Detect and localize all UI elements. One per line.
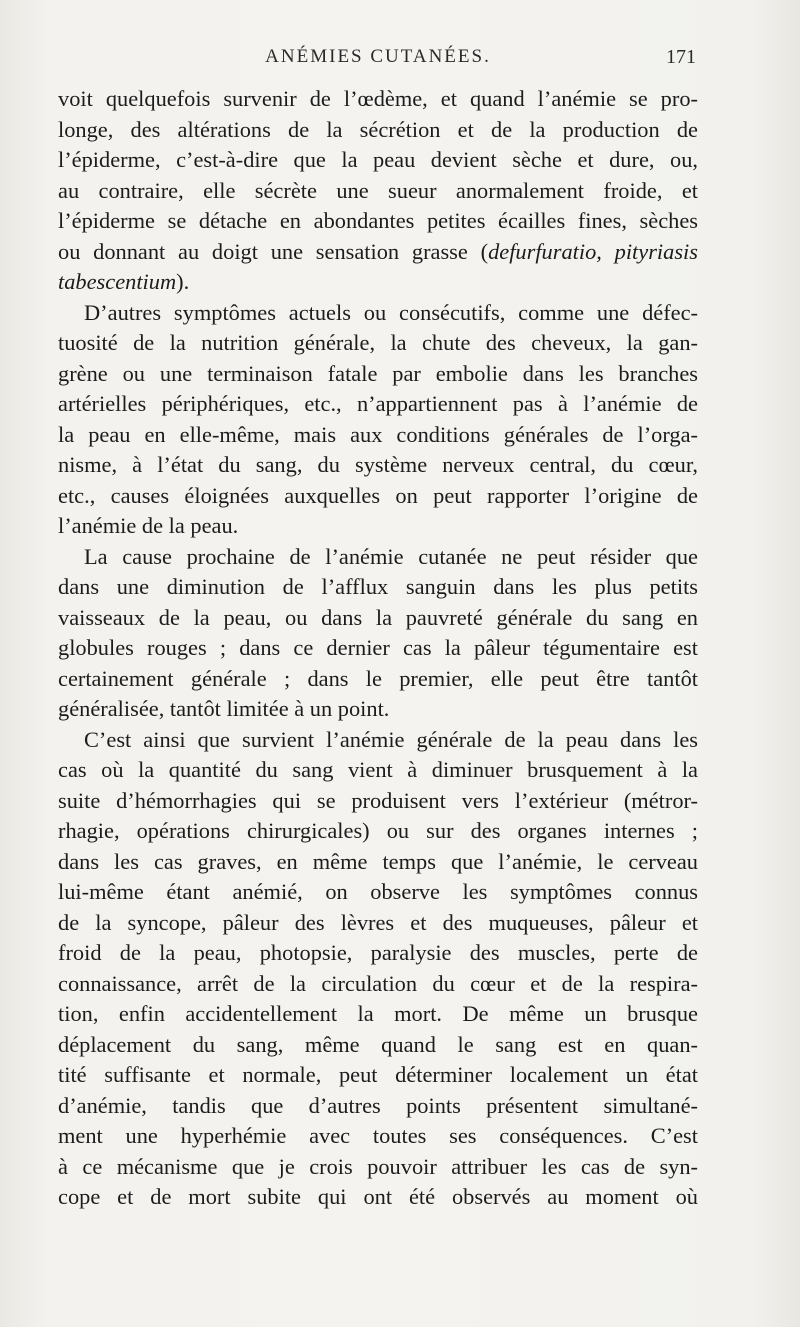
text-line: d’anémie, tandis que d’autres points présentent simultané- [58,1092,698,1118]
text-line: La cause prochaine de l’anémie cutanée ne peut résider que [84,543,698,569]
body-text [58,84,698,1213]
text-line: voit quelquefois survenir de l’œdème, et quand l’anémie se pro- [58,86,698,111]
text-line: à ce mécanisme que je crois pouvoir attribuer les cas de syn- [58,1153,698,1179]
text-line: tité suffisante et normale, peut déterminer localement un état [58,1062,698,1087]
text-line: l’anémie de la peau. [58,513,239,538]
text-line: dans une diminution de l’afflux sanguin dans les plus petits [58,574,698,599]
text-line: C’est ainsi que survient l’anémie générale de la peau dans les [84,726,698,752]
text-line: ment une hyperhémie avec toutes ses conséquences. C’est [58,1123,698,1148]
text-line: tuosité de la nutrition générale, la chute des cheveux, la gan- [58,330,698,355]
text-line: l’épiderme se détache en abondantes petites écailles fines, sèches [58,208,698,233]
text-line: dans les cas graves, en même temps que l’anémie, le cerveau [58,848,698,874]
text-line: connaissance, arrêt de la circulation du cœur et de la respira- [58,970,698,996]
text-line: déplacement du sang, même quand le sang est en quan- [58,1031,698,1057]
text-line: etc., causes éloignées auxquelles on peut rapporter l’origine de [58,482,698,508]
text-line: l’épiderme, c’est-à-dire que la peau devient sèche et dure, ou, [58,147,698,172]
text-span: ). [176,269,190,294]
page-number: 171 [666,46,696,68]
text-line: longe, des altérations de la sécrétion et de la production de [58,116,698,142]
text-span: ou donnant au doigt une sensation grasse ( [58,238,489,264]
text-line: vaisseaux de la peau, ou dans la pauvreté générale du sang en [58,604,698,630]
text-line [58,267,698,298]
text-line: grène ou une terminaison fatale par embolie dans les branches [58,360,698,386]
text-line: tion, enfin accidentellement la mort. De même un brusque [58,1001,698,1026]
page-header [60,46,696,76]
text-line: rhagie, opérations chirurgicales) ou sur des organes internes ; [58,818,698,843]
text-line: de la syncope, pâleur des lèvres et des muqueuses, pâleur et [58,909,698,935]
text-line [58,237,698,268]
latin-term: tabescentium [58,269,177,294]
text-line: cas où la quantité du sang vient à diminuer brusquement à la [58,757,698,782]
text-line: cope et de mort subite qui ont été observés au moment où [58,1184,698,1209]
text-line: lui-même étant anémié, on observe les symptômes connus [58,879,698,904]
text-line: généralisée, tantôt limitée à un point. [58,696,390,721]
text-line: certainement générale ; dans le premier, elle peut être tantôt [58,665,698,691]
text-line: D’autres symptômes actuels ou consécutifs, comme une défec- [84,299,698,325]
text-line: suite d’hémorrhagies qui se produisent vers l’extérieur (métror- [58,787,698,813]
text-line: la peau en elle-même, mais aux conditions générales de l’orga- [58,421,698,447]
running-title: ANÉMIES CUTANÉES. [265,46,491,67]
text-line: au contraire, elle sécrète une sueur anormalement froide, et [58,177,698,203]
text-line: nisme, à l’état du sang, du système nerveux central, du cœur, [58,452,698,477]
text-line: artérielles périphériques, etc., n’appartiennent pas à l’anémie de [58,391,698,416]
latin-term: defurfuratio, pityriasis [488,238,698,264]
text-line: froid de la peau, photopsie, paralysie des muscles, perte de [58,940,698,965]
text-line: globules rouges ; dans ce dernier cas la pâleur tégumentaire est [58,635,698,660]
